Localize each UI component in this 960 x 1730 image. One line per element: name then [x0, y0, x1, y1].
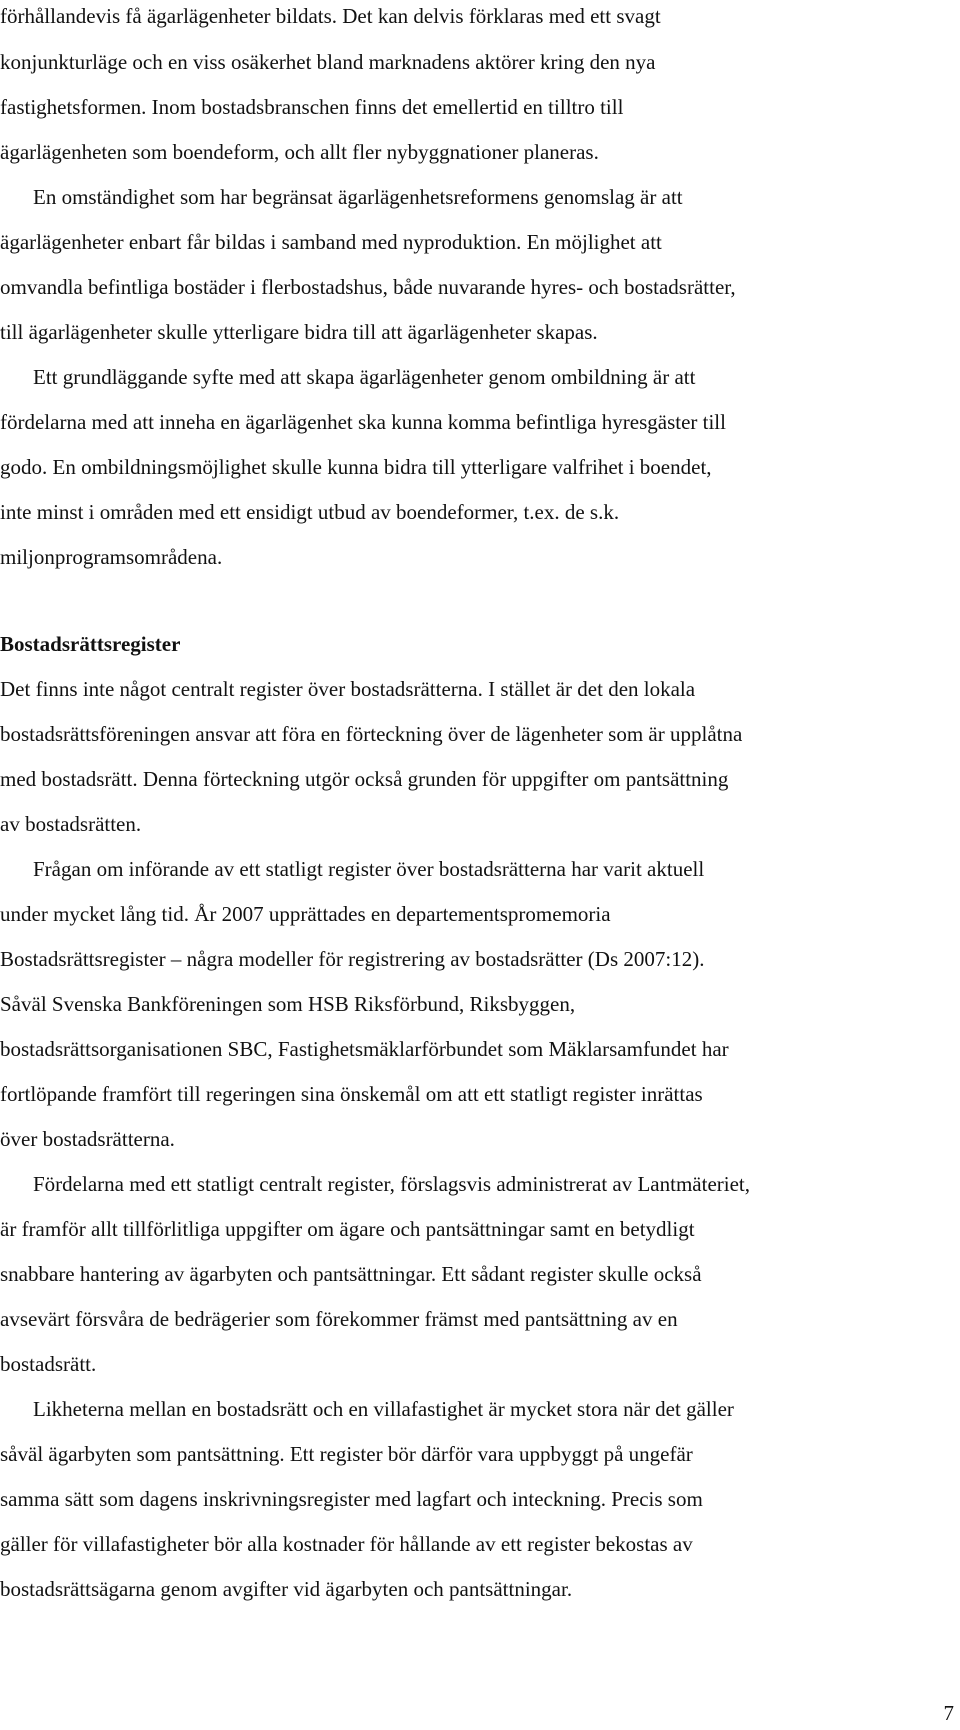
text-line: förhållandevis få ägarlägenheter bildats. Det kan delvis förklaras med ett svagt: [0, 4, 661, 28]
paragraph-first-line: Likheterna mellan en bostadsrätt och en villafastighet är mycket stora när det gäller: [33, 1397, 734, 1421]
text-line: fortlöpande framfört till regeringen sina önskemål om att ett statligt register inrättas: [0, 1082, 703, 1106]
text-line: samma sätt som dagens inskrivningsregister med lagfart och inteckning. Precis som: [0, 1487, 703, 1511]
text-line: såväl ägarbyten som pantsättning. Ett register bör därför vara uppbyggt på ungefär: [0, 1442, 693, 1466]
text-line: godo. En ombildningsmöjlighet skulle kunna bidra till ytterligare valfrihet i boendet,: [0, 455, 712, 479]
text-line: Det finns inte något centralt register över bostadsrätterna. I stället är det den lokala: [0, 677, 696, 701]
paragraph-first-line: Frågan om införande av ett statligt register över bostadsrätterna har varit aktuell: [33, 857, 705, 881]
text-line: avsevärt försvåra de bedrägerier som förekommer främst med pantsättning av en: [0, 1307, 678, 1331]
text-line: konjunkturläge och en viss osäkerhet bland marknadens aktörer kring den nya: [0, 50, 656, 74]
text-line: med bostadsrätt. Denna förteckning utgör också grunden för uppgifter om pantsättning: [0, 767, 729, 791]
text-line: bostadsrättsorganisationen SBC, Fastighetsmäklarförbundet som Mäklarsamfundet har: [0, 1037, 729, 1061]
text-line: är framför allt tillförlitliga uppgifter om ägare och pantsättningar samt en betydligt: [0, 1217, 695, 1241]
text-line: snabbare hantering av ägarbyten och pantsättningar. Ett sådant register skulle också: [0, 1262, 702, 1286]
text-line: Bostadsrättsregister – några modeller för registrering av bostadsrätter (Ds 2007:12).: [0, 947, 705, 971]
text-line: fastighetsformen. Inom bostadsbranschen finns det emellertid en tilltro till: [0, 95, 624, 119]
text-line: gäller för villafastigheter bör alla kostnader för hållande av ett register bekostas av: [0, 1532, 693, 1556]
section-heading: Bostadsrättsregister: [0, 632, 181, 656]
text-line: Såväl Svenska Bankföreningen som HSB Riksförbund, Riksbyggen,: [0, 992, 576, 1016]
paragraph-first-line: Fördelarna med ett statligt centralt register, förslagsvis administrerat av Lantmäteriet,: [33, 1172, 750, 1196]
paragraph-first-line: En omständighet som har begränsat ägarlägenhetsreformens genomslag är att: [33, 185, 683, 209]
text-line: till ägarlägenheter skulle ytterligare bidra till att ägarlägenheter skapas.: [0, 320, 598, 344]
paragraph-first-line: Ett grundläggande syfte med att skapa ägarlägenheter genom ombildning är att: [33, 365, 696, 389]
text-line: inte minst i områden med ett ensidigt utbud av boendeformer, t.ex. de s.k.: [0, 500, 620, 524]
text-line: miljonprogramsområdena.: [0, 545, 223, 569]
text-line: ägarlägenheter enbart får bildas i samband med nyproduktion. En möjlighet att: [0, 230, 662, 254]
text-line: bostadsrätt.: [0, 1352, 97, 1376]
text-line: under mycket lång tid. År 2007 upprättades en departementspromemoria: [0, 902, 611, 926]
page-number: 7: [943, 1701, 954, 1725]
text-line: av bostadsrätten.: [0, 812, 142, 836]
text-line: bostadsrättsägarna genom avgifter vid ägarbyten och pantsättningar.: [0, 1577, 573, 1601]
text-line: över bostadsrätterna.: [0, 1127, 175, 1151]
text-line: fördelarna med att inneha en ägarlägenhet ska kunna komma befintliga hyresgäster till: [0, 410, 726, 434]
text-line: omvandla befintliga bostäder i flerbostadshus, både nuvarande hyres- och bostadsrätter,: [0, 275, 736, 299]
text-line: bostadsrättsföreningen ansvar att föra en förteckning över de lägenheter som är upplåtna: [0, 722, 743, 746]
text-line: ägarlägenheten som boendeform, och allt fler nybyggnationer planeras.: [0, 140, 599, 164]
